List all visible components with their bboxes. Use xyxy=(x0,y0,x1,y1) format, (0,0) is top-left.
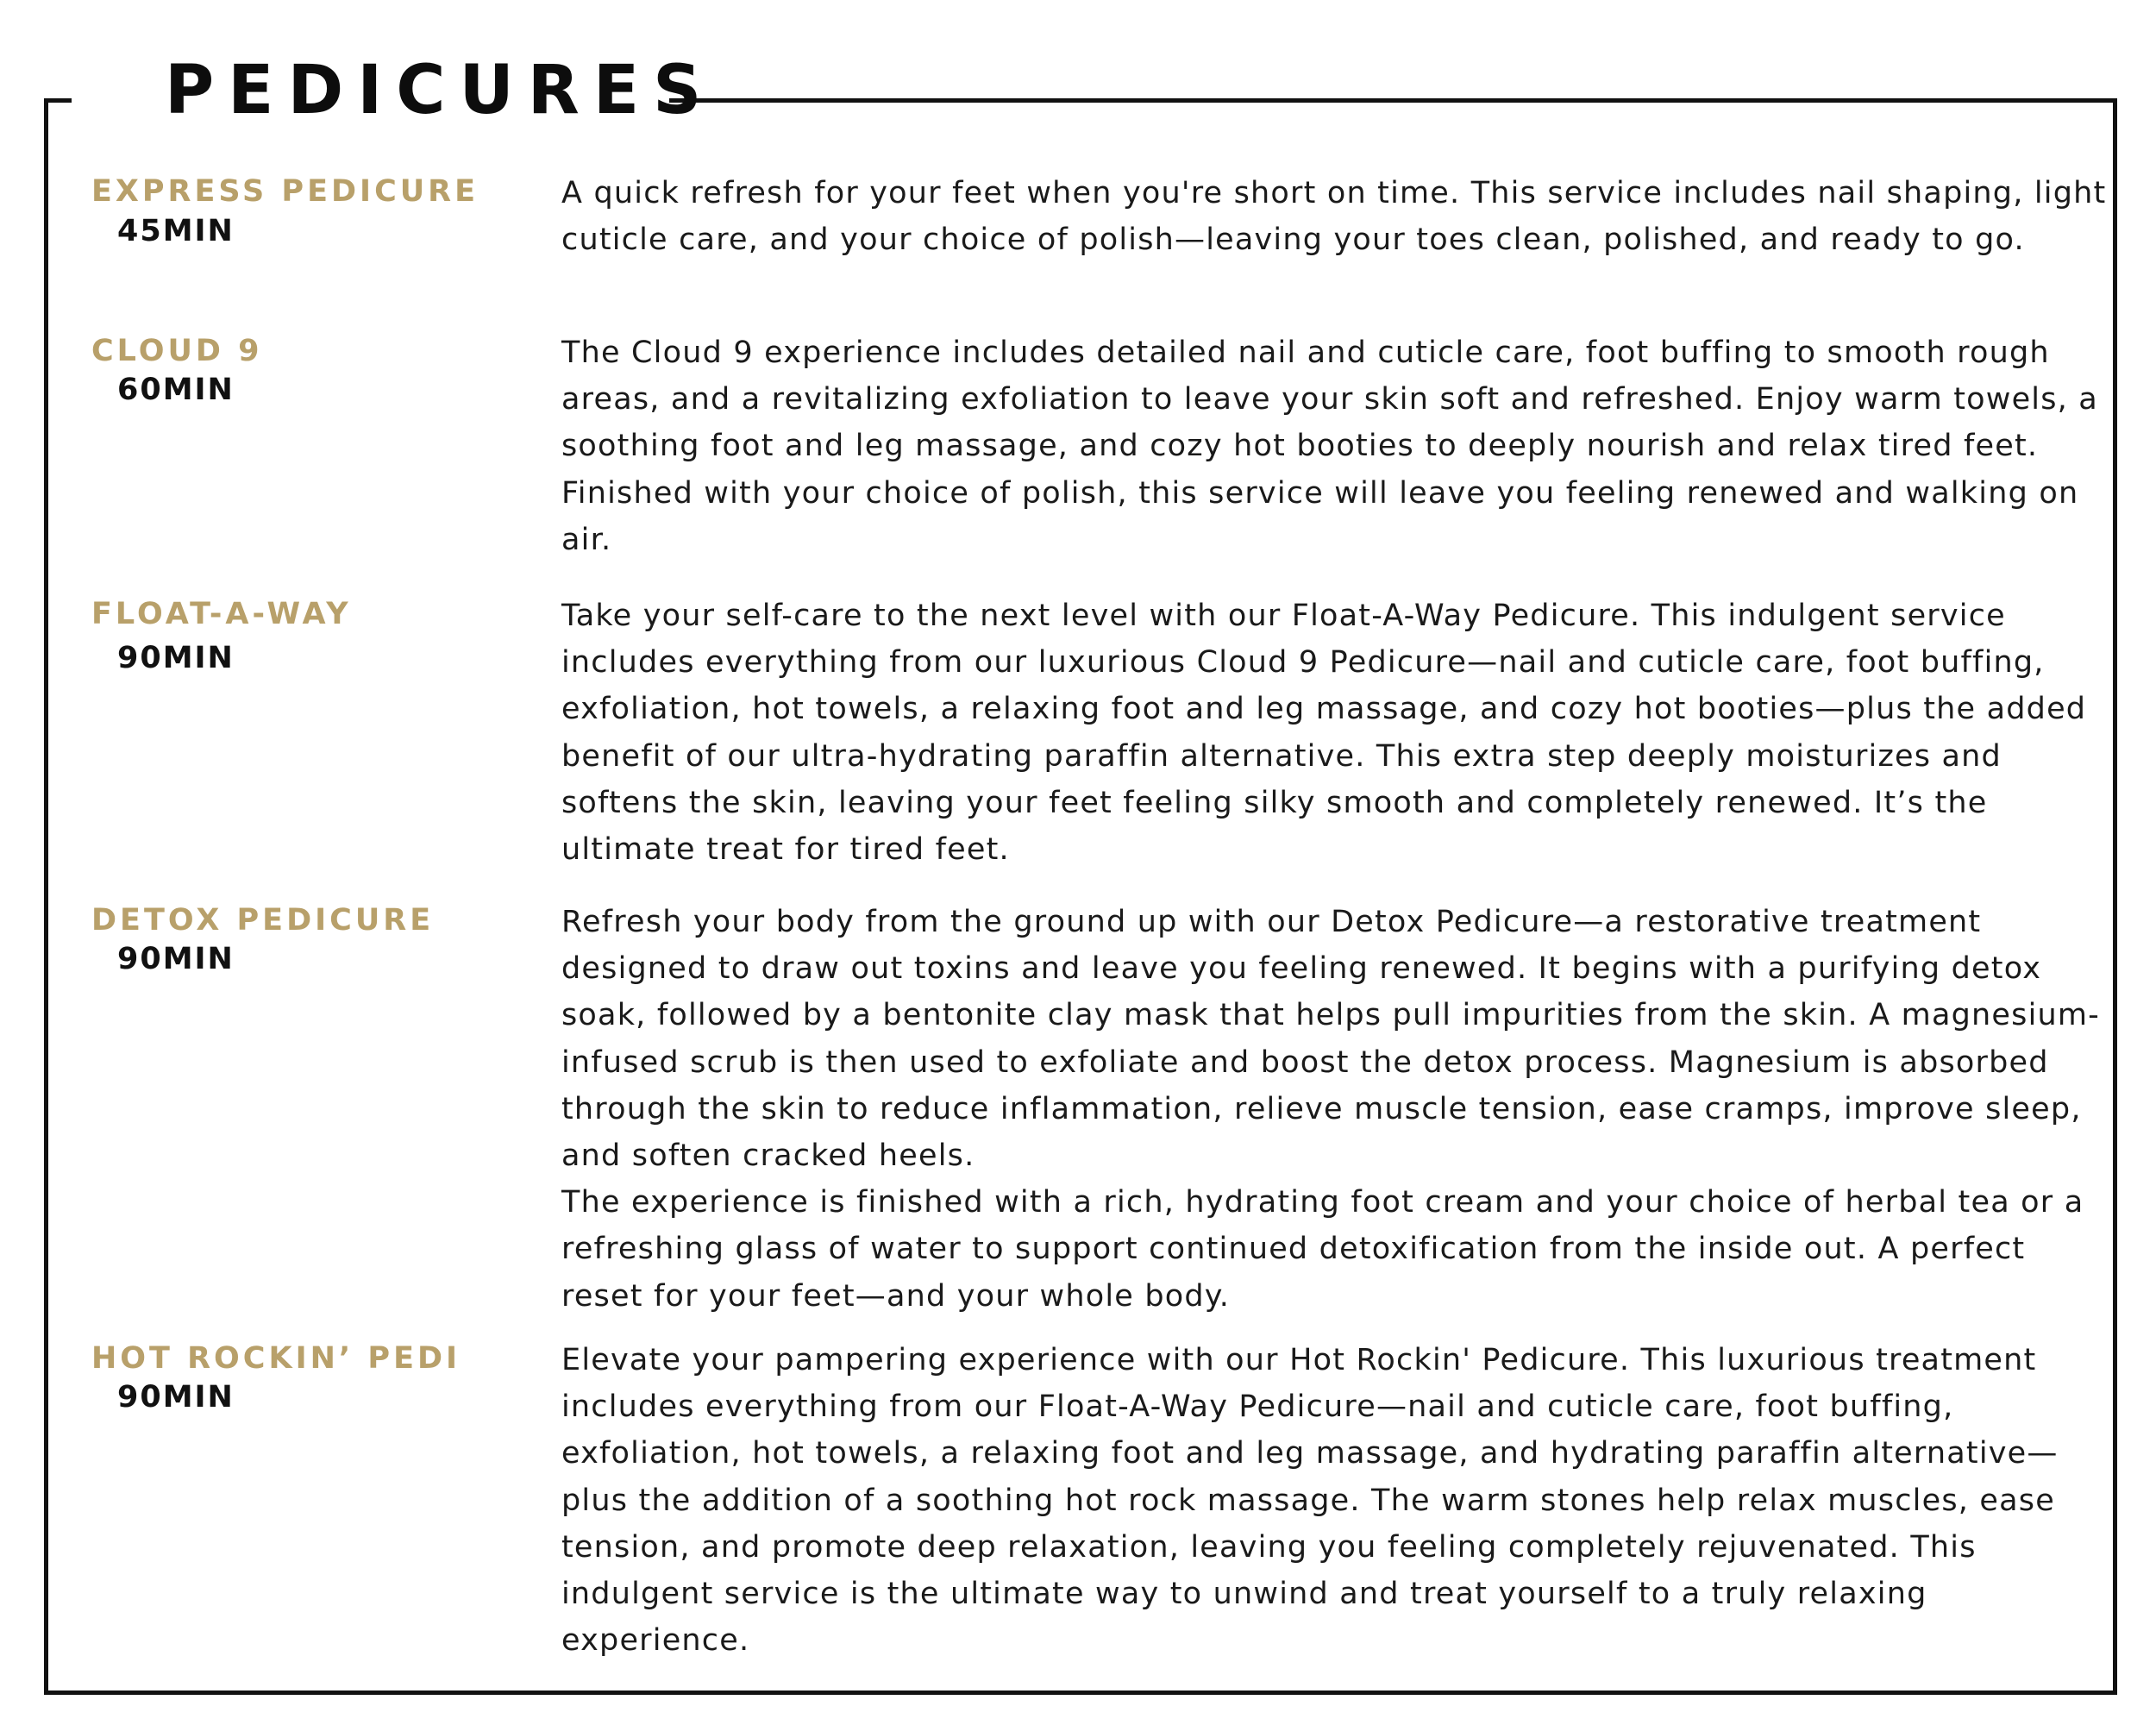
service-description xyxy=(561,329,2114,563)
service-duration: 45MIN xyxy=(117,214,235,248)
service-name: DETOX PEDICURE xyxy=(91,903,435,938)
service-duration: 60MIN xyxy=(117,373,235,407)
service-duration: 90MIN xyxy=(117,942,235,976)
frame-top-rule-right xyxy=(669,98,2117,103)
service-name: HOT ROCKIN’ PEDI xyxy=(91,1341,461,1376)
section-title: PEDICURES xyxy=(165,52,716,129)
service-name: FLOAT-A-WAY xyxy=(91,597,352,631)
service-description-paragraph: Elevate your pampering experience with our Hot Rockin' Pedicure. This luxurious treatment includes everything from our Float-A-Way Pedicure—nail and cuticle care, foot buffing, exfoliation, hot towels, a relaxing foot and leg massage, and hydrating paraffin alternative—plus the addition of a soothing hot rock massage. The warm stones help relax muscles, ease tension, and promote deep relaxation, leaving you feeling completely rejuvenated. This indulgent service is the ultimate way to unwind and treat yourself to a truly relaxing experience. xyxy=(561,1343,2059,1659)
service-name: EXPRESS PEDICURE xyxy=(91,174,479,209)
service-description xyxy=(561,1337,2114,1664)
service-description-paragraph: A quick refresh for your feet when you're short on time. This service includes nail shaping, light cuticle care, and your choice of polish—leaving your toes clean, polished, and ready to go. xyxy=(561,176,2107,258)
service-description-paragraph: The Cloud 9 experience includes detailed nail and cuticle care, foot buffing to smooth rough areas, and a revitalizing exfoliation to leave your skin soft and refreshed. Enjoy warm towels, a soothing foot and leg massage, and cozy hot booties to deeply nourish and relax tired feet. Finished with your choice of polish, this service will leave you feeling renewed and walking on air. xyxy=(561,336,2098,557)
service-description xyxy=(561,899,2114,1320)
service-description-paragraph: The experience is finished with a rich, hydrating foot cream and your choice of herbal tea or a refreshing glass of water to support continued detoxification from the inside out. A perfect reset for your feet—and your whole body. xyxy=(561,1185,2084,1314)
service-description xyxy=(561,593,2114,873)
service-duration: 90MIN xyxy=(117,641,235,675)
service-duration: 90MIN xyxy=(117,1380,235,1414)
service-description xyxy=(561,170,2114,263)
service-name: CLOUD 9 xyxy=(91,334,263,368)
service-description-paragraph: Take your self-care to the next level with our Float-A-Way Pedicure. This indulgent service includes everything from our luxurious Cloud 9 Pedicure—nail and cuticle care, foot buffing, exfoliation, hot towels, a relaxing foot and leg massage, and cozy hot booties—plus the added benefit of our ultra-hydrating paraffin alternative. This extra step deeply moisturizes and softens the skin, leaving your feet feeling silky smooth and completely renewed. It’s the ultimate treat for tired feet. xyxy=(561,599,2087,868)
frame-top-rule-left xyxy=(44,98,72,103)
service-description-paragraph: Refresh your body from the ground up with our Detox Pedicure—a restorative treatment designed to draw out toxins and leave you feeling renewed. It begins with a purifying detox soak, followed by a bentonite clay mask that helps pull impurities from the skin. A magnesium-infused scrub is then used to exfoliate and boost the detox process. Magnesium is absorbed through the skin to reduce inflammation, relieve muscle tension, ease cramps, improve sleep, and soften cracked heels. xyxy=(561,905,2100,1174)
